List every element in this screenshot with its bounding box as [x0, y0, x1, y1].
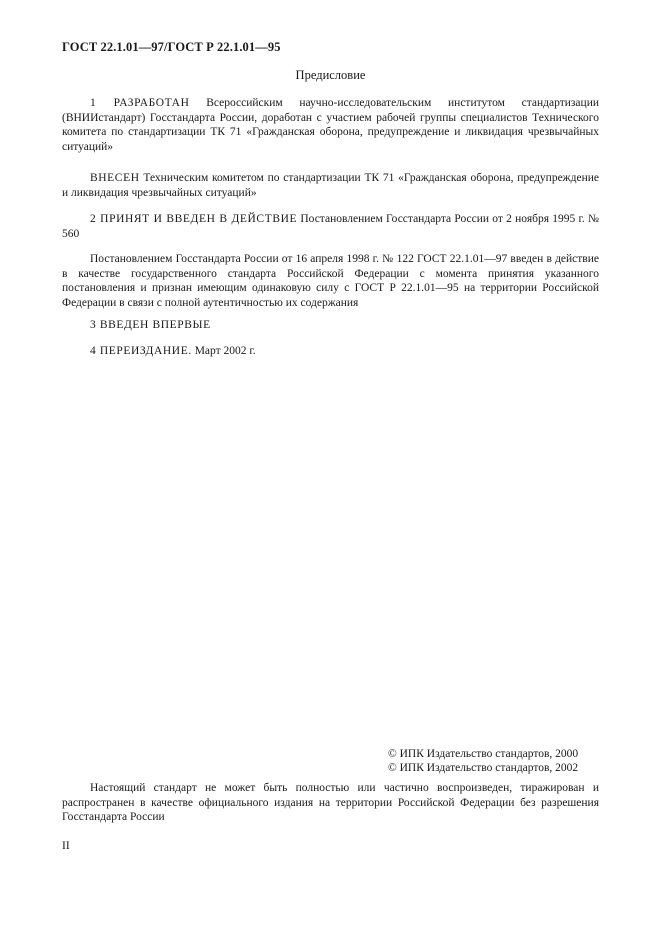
item-adopted-text: Постановлением Госстандарта России от 2 ноября 1995 г. № 560 — [62, 213, 599, 240]
page-number: II — [62, 840, 70, 852]
item-introduced — [62, 171, 599, 200]
decree-paragraph — [62, 252, 599, 310]
standard-designation: ГОСТ 22.1.01—97/ГОСТ Р 22.1.01—95 — [62, 40, 281, 54]
item-first-introduced — [62, 318, 599, 333]
item-reissue — [62, 344, 599, 359]
reproduction-notice-text: Настоящий стандарт не может быть полностью или частично воспроизведен, тиражирован и распространен в качестве официального издания на территории Российской Федерации без разрешения Госстандарта России — [62, 782, 599, 823]
item-developed-text: Всероссийским научно-исследовательским институтом стандартизации (ВНИИстандарт) Госстандарта России, доработан с участием рабочей группы специалистов Технического комитета по стандартизации ТК 71 «Гражданская оборона, предупреждение и ликвидация чрезвычайных ситуаций» — [62, 97, 599, 153]
copyright-line-2000: © ИПК Издательство стандартов, 2000 — [388, 748, 579, 760]
preface-title: Предисловие — [295, 68, 366, 82]
decree-text: Постановлением Госстандарта России от 16 апреля 1998 г. № 122 ГОСТ 22.1.01—97 введен в действие в качестве государственного стандарта Российской Федерации с момента принятия указанного постановления и признан имеющим одинаковую силу с ГОСТ Р 22.1.01—95 на территории Российской Федерации в связи с полной аутентичностью их содержания — [62, 253, 599, 309]
item-reissue-label: 4 ПЕРЕИЗДАНИЕ. — [90, 345, 192, 357]
item-adopted — [62, 212, 599, 241]
reproduction-notice — [62, 781, 599, 825]
item-introduced-text: Техническим комитетом по стандартизации ТК 71 «Гражданская оборона, предупреждение и ликвидация чрезвычайных ситуаций» — [62, 172, 599, 199]
item-first-introduced-label: 3 ВВЕДЕН ВПЕРВЫЕ — [90, 319, 211, 331]
item-developed — [62, 96, 599, 154]
copyright-line-2002: © ИПК Издательство стандартов, 2002 — [388, 762, 579, 774]
item-adopted-label: 2 ПРИНЯТ И ВВЕДЕН В ДЕЙСТВИЕ — [90, 213, 298, 225]
item-introduced-label: ВНЕСЕН — [90, 172, 140, 184]
item-reissue-text: Март 2002 г. — [191, 345, 256, 357]
item-developed-label: 1 РАЗРАБОТАН — [90, 97, 190, 109]
